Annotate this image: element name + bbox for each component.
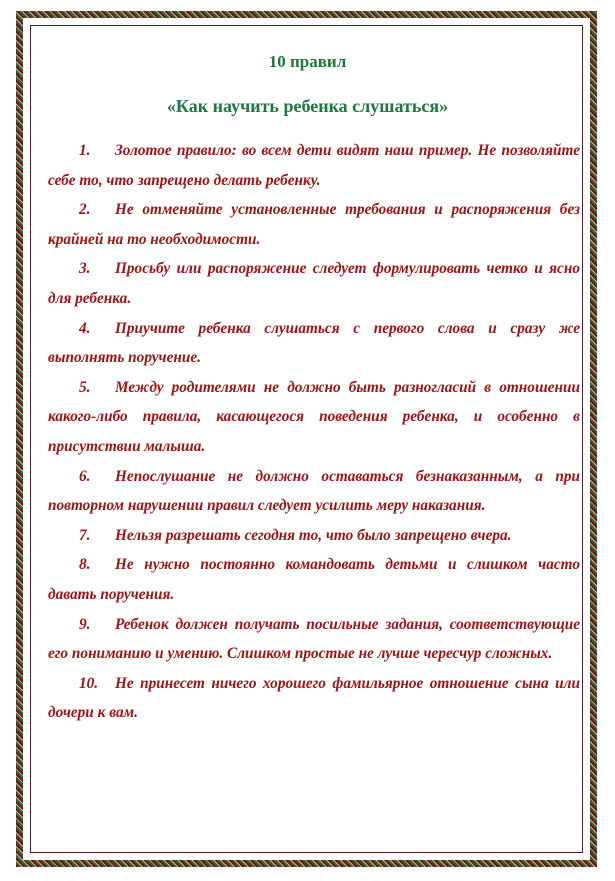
- rule-item: [48, 373, 580, 462]
- rule-number: 1.: [79, 142, 91, 159]
- rules-list: [48, 136, 580, 728]
- page-subtitle: «Как научить ребенка слушаться»: [166, 96, 449, 116]
- rule-item: [48, 610, 580, 669]
- page-title: 10 правил: [268, 52, 347, 71]
- rule-number: 10.: [79, 674, 99, 692]
- rule-number: 3.: [79, 260, 91, 278]
- rule-item: [48, 254, 580, 313]
- rule-number: 4.: [79, 319, 91, 337]
- rule-text: Не отменяйте установленные требования и распоряжения без крайней на то необходимости.: [48, 201, 580, 248]
- rule-number: 7.: [79, 526, 91, 544]
- rule-text: Приучите ребенка слушаться с первого слова и сразу же выполнять поручение.: [48, 319, 580, 367]
- rule-number: 6.: [79, 467, 91, 485]
- rule-item: [48, 195, 580, 254]
- rule-text: Непослушание не должно оставаться безнаказанным, а при повторном нарушении правил следует усилить меру наказания.: [48, 467, 580, 515]
- rule-item: [48, 550, 580, 609]
- rule-item: [48, 669, 580, 728]
- rule-text: Не нужно постоянно командовать детьми и слишком часто давать поручения.: [48, 556, 580, 603]
- rule-text: Золотое правило: во всем дети видят наш пример. Не позволяйте себе то, что запрещено делать ребенку.: [48, 142, 580, 189]
- rule-number: 5.: [79, 378, 91, 396]
- rule-text: Нельзя разрешать сегодня то, что было запрещено вчера.: [115, 526, 512, 544]
- rule-item: [48, 136, 580, 195]
- rule-item: [48, 521, 580, 551]
- rule-text: Ребенок должен получать посильные задания, соответствующие его пониманию и умению. Слишком простые не лучше чересчур сложных.: [48, 615, 580, 663]
- rule-text: Просьбу или распоряжение следует формулировать четко и ясно для ребенка.: [48, 260, 580, 307]
- rule-item: [48, 462, 580, 521]
- rule-number: 8.: [79, 556, 91, 574]
- rule-text: Между родителями не должно быть разногласий в отношении какого-либо правила, касающегося поведения ребенка, и особенно в присутствии малыша.: [48, 378, 580, 455]
- rule-text: Не принесет ничего хорошего фамильярное отношение сына или дочери к вам.: [48, 674, 580, 722]
- rule-number: 2.: [79, 201, 91, 219]
- rule-number: 9.: [79, 615, 91, 633]
- rule-item: [48, 314, 580, 373]
